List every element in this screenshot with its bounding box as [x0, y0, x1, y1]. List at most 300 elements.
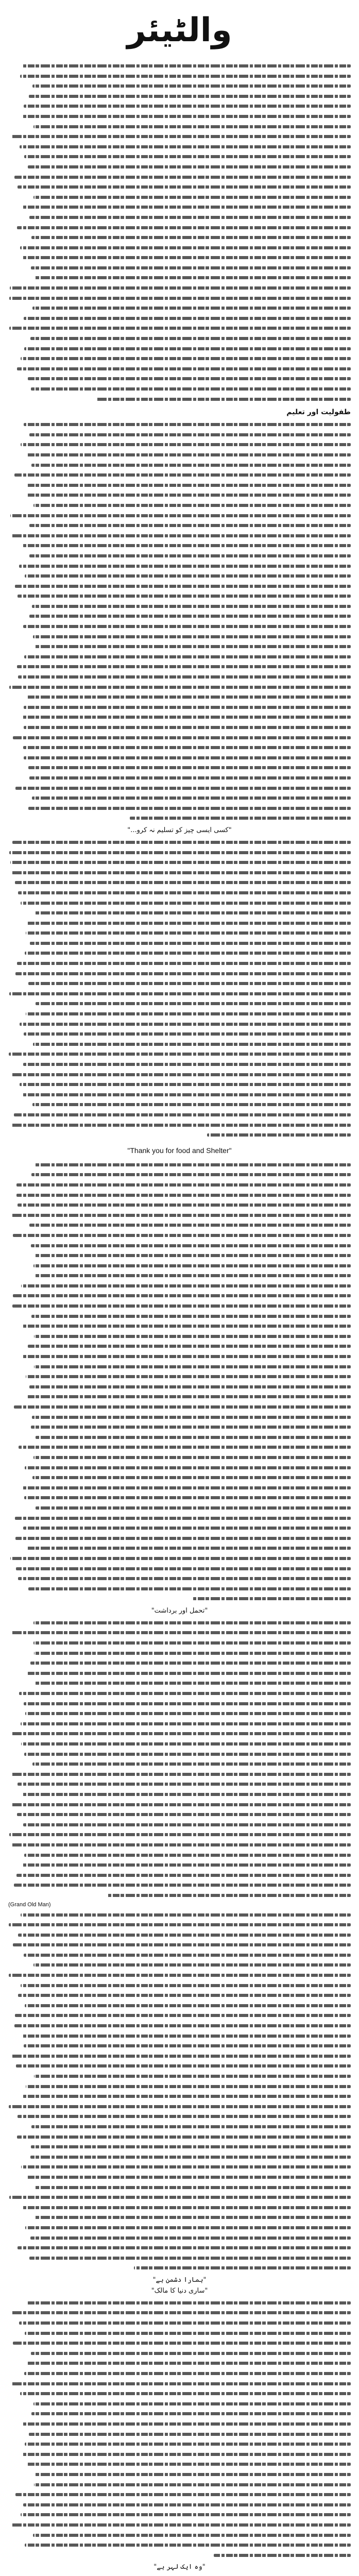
text-line	[8, 1442, 351, 1452]
text-line	[8, 283, 351, 293]
text-line	[8, 1533, 351, 1544]
text-ink	[21, 1722, 351, 1725]
text-line	[8, 1678, 351, 1688]
text-ink	[31, 266, 351, 269]
text-ink	[26, 1547, 351, 1550]
text-ink	[11, 1124, 351, 1127]
text-line	[8, 364, 351, 374]
text-ink	[24, 1854, 351, 1857]
text-line	[8, 1170, 351, 1180]
text-ink	[22, 64, 351, 67]
text-line	[8, 1029, 351, 1039]
text-line	[8, 783, 351, 793]
text-line	[8, 131, 351, 142]
text-line	[8, 2152, 351, 2162]
text-ink	[32, 1476, 351, 1479]
text-ink	[16, 2064, 351, 2067]
text-line	[8, 1261, 351, 1271]
text-line	[8, 111, 351, 122]
text-line	[8, 252, 351, 263]
text-line	[8, 1110, 351, 1120]
text-line	[8, 1371, 351, 1382]
title-block	[8, 0, 351, 61]
text-line	[8, 1800, 351, 1810]
text-line	[8, 1860, 351, 1870]
text-ink	[34, 1365, 351, 1368]
text-line	[8, 998, 351, 1009]
article-title: والٹیئر	[127, 11, 232, 49]
text-line	[8, 439, 351, 450]
english-quote: "Thank you for food and Shelter"	[127, 1146, 232, 1155]
text-ink	[31, 236, 351, 239]
text-line	[8, 712, 351, 722]
text-ink	[17, 962, 351, 965]
text-line	[8, 2132, 351, 2142]
text-ink	[24, 1702, 351, 1705]
text-line	[8, 2540, 351, 2550]
text-line	[8, 1584, 351, 1594]
text-line	[8, 1708, 351, 1719]
text-line	[8, 662, 351, 672]
text-line	[8, 540, 351, 551]
text-ink	[29, 216, 351, 219]
text-line	[8, 2510, 351, 2520]
text-line	[8, 2071, 351, 2081]
text-line	[8, 2574, 351, 2576]
text-ink	[27, 1395, 351, 1398]
text-line	[8, 813, 351, 823]
text-ink	[15, 972, 351, 975]
text-ink	[30, 2156, 351, 2159]
text-ink	[18, 185, 351, 189]
text-line	[8, 1910, 351, 1920]
text-ink	[27, 2463, 351, 2466]
text-line	[8, 632, 351, 642]
text-line	[8, 263, 351, 273]
text-ink	[18, 675, 351, 679]
text-ink	[24, 655, 351, 658]
text-ink	[15, 585, 351, 588]
text-ink	[29, 433, 351, 436]
text-ink	[33, 504, 351, 507]
text-ink	[9, 1833, 351, 1836]
text-ink	[22, 1325, 351, 1328]
text-line	[8, 2021, 351, 2031]
text-ink	[26, 1012, 351, 1015]
text-line	[8, 1341, 351, 1351]
text-ink	[17, 665, 351, 668]
text-line	[8, 2449, 351, 2460]
text-ink	[23, 746, 351, 749]
text-line	[8, 1573, 351, 1584]
text-line	[8, 733, 351, 743]
text-ink	[12, 871, 351, 874]
text-line	[8, 511, 351, 521]
text-line	[8, 2439, 351, 2449]
text-ink	[23, 544, 351, 547]
article-body	[8, 419, 351, 823]
text-line	[8, 989, 351, 999]
pull-quote: "تحمل اور برداشت"	[151, 1606, 208, 1615]
text-ink	[27, 922, 351, 925]
text-ink	[29, 1224, 351, 1227]
text-line	[8, 1870, 351, 1880]
text-ink	[21, 902, 351, 905]
text-ink	[29, 615, 351, 618]
text-line	[8, 1250, 351, 1261]
text-ink	[14, 1405, 351, 1409]
text-line	[8, 1930, 351, 1940]
text-ink	[35, 1682, 351, 1685]
text-ink	[19, 1446, 351, 1449]
text-line	[8, 1920, 351, 1930]
text-ink	[18, 595, 351, 598]
text-ink	[14, 1884, 351, 1887]
text-ink	[35, 2186, 351, 2189]
text-line	[8, 2233, 351, 2243]
text-ink	[21, 2513, 351, 2516]
text-ink	[10, 1557, 351, 1560]
text-line	[8, 2061, 351, 2071]
text-ink	[31, 1173, 351, 1176]
text-ink	[22, 2453, 351, 2456]
text-ink	[13, 1234, 351, 1237]
text-ink	[9, 1974, 351, 1977]
text-ink	[28, 766, 351, 769]
text-ink	[11, 1732, 351, 1735]
text-ink	[31, 2145, 351, 2148]
text-ink	[16, 1194, 351, 1197]
text-line	[8, 2243, 351, 2253]
text-ink	[22, 2206, 351, 2209]
text-ink	[22, 256, 351, 259]
text-line	[8, 2081, 351, 2092]
text-ink	[17, 1813, 351, 1816]
text-line	[8, 2480, 351, 2490]
text-line	[8, 2530, 351, 2540]
text-ink	[15, 1537, 351, 1540]
text-ink	[34, 1335, 351, 1338]
text-ink	[31, 2125, 351, 2128]
text-ink	[20, 145, 351, 148]
text-line	[8, 2111, 351, 2122]
text-ink	[15, 2014, 351, 2017]
text-line	[8, 2298, 351, 2308]
text-line	[8, 1658, 351, 1668]
text-ink	[33, 1963, 351, 1967]
text-ink	[36, 1002, 351, 1005]
text-line	[8, 1090, 351, 1100]
text-ink	[28, 807, 351, 810]
text-line	[8, 1493, 351, 1503]
text-line	[8, 2162, 351, 2172]
text-line	[8, 1728, 351, 1739]
text-ink	[14, 176, 351, 179]
text-ink	[26, 484, 351, 487]
text-ink	[32, 1103, 351, 1106]
text-line	[8, 2223, 351, 2233]
text-ink	[34, 2483, 351, 2486]
text-ink	[31, 387, 351, 391]
text-ink	[23, 1486, 351, 1489]
text-line	[8, 1483, 351, 1493]
text-ink	[31, 464, 351, 467]
text-line	[8, 1079, 351, 1090]
text-line	[8, 450, 351, 460]
text-line	[8, 344, 351, 354]
text-ink	[11, 2382, 351, 2385]
article-body	[8, 2574, 351, 2576]
text-ink	[26, 2362, 351, 2365]
text-line	[8, 232, 351, 243]
text-ink	[25, 2544, 351, 2547]
text-line	[8, 1850, 351, 1860]
text-ink	[21, 1742, 351, 1745]
text-line	[8, 2500, 351, 2510]
text-ink	[16, 1874, 351, 1877]
text-ink	[9, 2196, 351, 2199]
text-line	[8, 641, 351, 652]
text-line	[8, 202, 351, 212]
text-line	[8, 1311, 351, 1321]
text-line	[8, 2550, 351, 2561]
text-line	[8, 1362, 351, 1372]
text-line	[8, 1779, 351, 1789]
text-ink	[32, 84, 351, 88]
text-line	[8, 611, 351, 621]
text-line	[8, 2489, 351, 2500]
text-ink	[36, 1436, 351, 1439]
text-ink	[29, 776, 351, 779]
text-line	[8, 1039, 351, 1049]
text-ink	[21, 1913, 351, 1917]
text-line	[8, 2419, 351, 2429]
text-line	[8, 848, 351, 858]
text-line	[8, 2202, 351, 2213]
text-ink	[13, 1943, 351, 1946]
text-line	[8, 753, 351, 763]
text-line	[8, 702, 351, 713]
text-ink	[22, 1355, 351, 1358]
text-line	[8, 1120, 351, 1130]
text-line	[8, 1291, 351, 1301]
text-ink	[33, 635, 351, 638]
text-line	[8, 313, 351, 324]
text-ink	[24, 1753, 351, 1756]
text-line	[8, 571, 351, 581]
text-ink	[32, 796, 351, 800]
text-line	[8, 1463, 351, 1473]
text-line	[8, 2520, 351, 2530]
text-ink	[11, 2055, 351, 2058]
text-ink	[16, 1183, 351, 1187]
text-line	[8, 1190, 351, 1200]
text-line	[8, 591, 351, 601]
text-line	[8, 1970, 351, 1980]
text-ink	[22, 115, 351, 118]
text-ink	[25, 1712, 351, 1715]
text-line	[8, 581, 351, 591]
text-ink	[14, 2024, 351, 2027]
text-line	[8, 1412, 351, 1422]
text-line	[8, 793, 351, 803]
text-ink	[29, 554, 351, 557]
text-ink	[22, 2422, 351, 2426]
text-line	[8, 2409, 351, 2419]
text-line	[8, 1820, 351, 1830]
text-ink	[27, 2176, 351, 2179]
text-line	[8, 2253, 351, 2263]
text-ink	[193, 1597, 351, 1600]
text-ink	[13, 1294, 351, 1297]
text-line	[8, 2318, 351, 2328]
text-line	[8, 1301, 351, 1311]
text-ink	[15, 2493, 351, 2496]
text-ink	[35, 1163, 351, 1166]
text-ink	[27, 2301, 351, 2304]
text-ink	[31, 1315, 351, 1318]
text-ink	[11, 534, 351, 537]
text-line	[8, 91, 351, 101]
text-line	[8, 122, 351, 132]
text-ink	[29, 524, 351, 527]
text-ink	[15, 787, 351, 790]
text-line	[8, 470, 351, 480]
text-line	[8, 394, 351, 404]
text-ink	[35, 2473, 351, 2476]
text-line	[8, 1749, 351, 1759]
text-line	[8, 1270, 351, 1281]
text-line	[8, 151, 351, 162]
text-line	[8, 1019, 351, 1029]
text-line	[8, 1241, 351, 1251]
text-ink	[9, 1923, 351, 1926]
text-ink	[11, 2311, 351, 2314]
text-line	[8, 212, 351, 223]
text-ink	[14, 1113, 351, 1116]
text-line	[8, 2348, 351, 2359]
text-ink	[214, 2554, 351, 2557]
text-line	[8, 928, 351, 938]
text-line	[8, 101, 351, 111]
text-ink	[21, 443, 351, 446]
text-line	[8, 2379, 351, 2389]
text-ink	[33, 2402, 351, 2405]
text-line	[8, 490, 351, 500]
text-ink	[22, 2035, 351, 2038]
text-line	[8, 1990, 351, 2001]
text-line	[8, 2429, 351, 2439]
text-line	[8, 2388, 351, 2399]
text-line	[8, 2308, 351, 2318]
text-ink	[9, 992, 351, 995]
text-ink	[18, 2115, 351, 2118]
text-line	[8, 672, 351, 682]
text-ink	[24, 1954, 351, 1957]
text-ink	[35, 2216, 351, 2219]
text-ink	[26, 494, 351, 497]
text-ink	[16, 1567, 351, 1570]
text-ink	[10, 286, 351, 290]
text-line	[8, 2172, 351, 2182]
text-line	[8, 2051, 351, 2061]
section-heading: طفولیت اور تعلیم	[286, 408, 351, 417]
text-ink	[32, 307, 351, 310]
text-line	[8, 938, 351, 948]
text-ink	[30, 2236, 351, 2240]
text-ink	[96, 398, 351, 401]
text-line	[8, 2010, 351, 2021]
text-line	[8, 1618, 351, 1628]
text-ink	[10, 514, 351, 517]
text-line	[8, 1432, 351, 1443]
text-line	[8, 1049, 351, 1059]
text-line	[8, 1950, 351, 1960]
text-ink	[35, 276, 351, 279]
text-line	[8, 2459, 351, 2469]
text-ink	[23, 1527, 351, 1530]
text-line	[8, 323, 351, 333]
text-ink	[31, 1244, 351, 1247]
text-line	[8, 2001, 351, 2011]
text-ink	[23, 1093, 351, 1096]
text-line	[8, 2122, 351, 2132]
text-ink	[21, 2165, 351, 2168]
text-ink	[25, 2332, 351, 2335]
text-ink	[130, 817, 351, 820]
text-ink	[35, 645, 351, 648]
text-line	[8, 918, 351, 928]
text-line	[8, 2399, 351, 2409]
text-ink	[24, 2372, 351, 2375]
text-ink	[24, 726, 351, 729]
text-ink	[207, 1133, 351, 1137]
pull-quote: "کسی ایسی چیز کو تسلیم نہ کرو..."	[127, 826, 232, 834]
text-line	[8, 162, 351, 172]
text-ink	[18, 1783, 351, 1786]
text-line	[8, 1472, 351, 1483]
text-line	[8, 480, 351, 490]
text-line	[8, 898, 351, 908]
text-line	[8, 1180, 351, 1190]
text-ink	[18, 1994, 351, 1997]
text-line	[8, 419, 351, 430]
text-line	[8, 1059, 351, 1070]
inline-english-note: (Grand Old Man)	[8, 1901, 51, 1908]
text-ink	[31, 2352, 351, 2355]
text-ink	[26, 2085, 351, 2088]
text-ink	[19, 565, 351, 568]
text-line	[8, 1628, 351, 1638]
text-line	[8, 742, 351, 753]
text-ink	[35, 1274, 351, 1277]
text-ink	[28, 165, 351, 168]
text-line	[8, 969, 351, 979]
text-ink	[12, 1214, 351, 1217]
text-line	[8, 182, 351, 192]
text-ink	[24, 706, 351, 709]
text-line	[8, 682, 351, 692]
text-line	[8, 1452, 351, 1463]
text-line	[8, 1890, 351, 1901]
text-ink	[25, 2226, 351, 2229]
text-line	[8, 1688, 351, 1699]
text-line	[8, 1230, 351, 1241]
text-line	[8, 1099, 351, 1110]
text-line	[8, 1220, 351, 1230]
text-ink	[33, 196, 351, 199]
text-line	[8, 908, 351, 918]
